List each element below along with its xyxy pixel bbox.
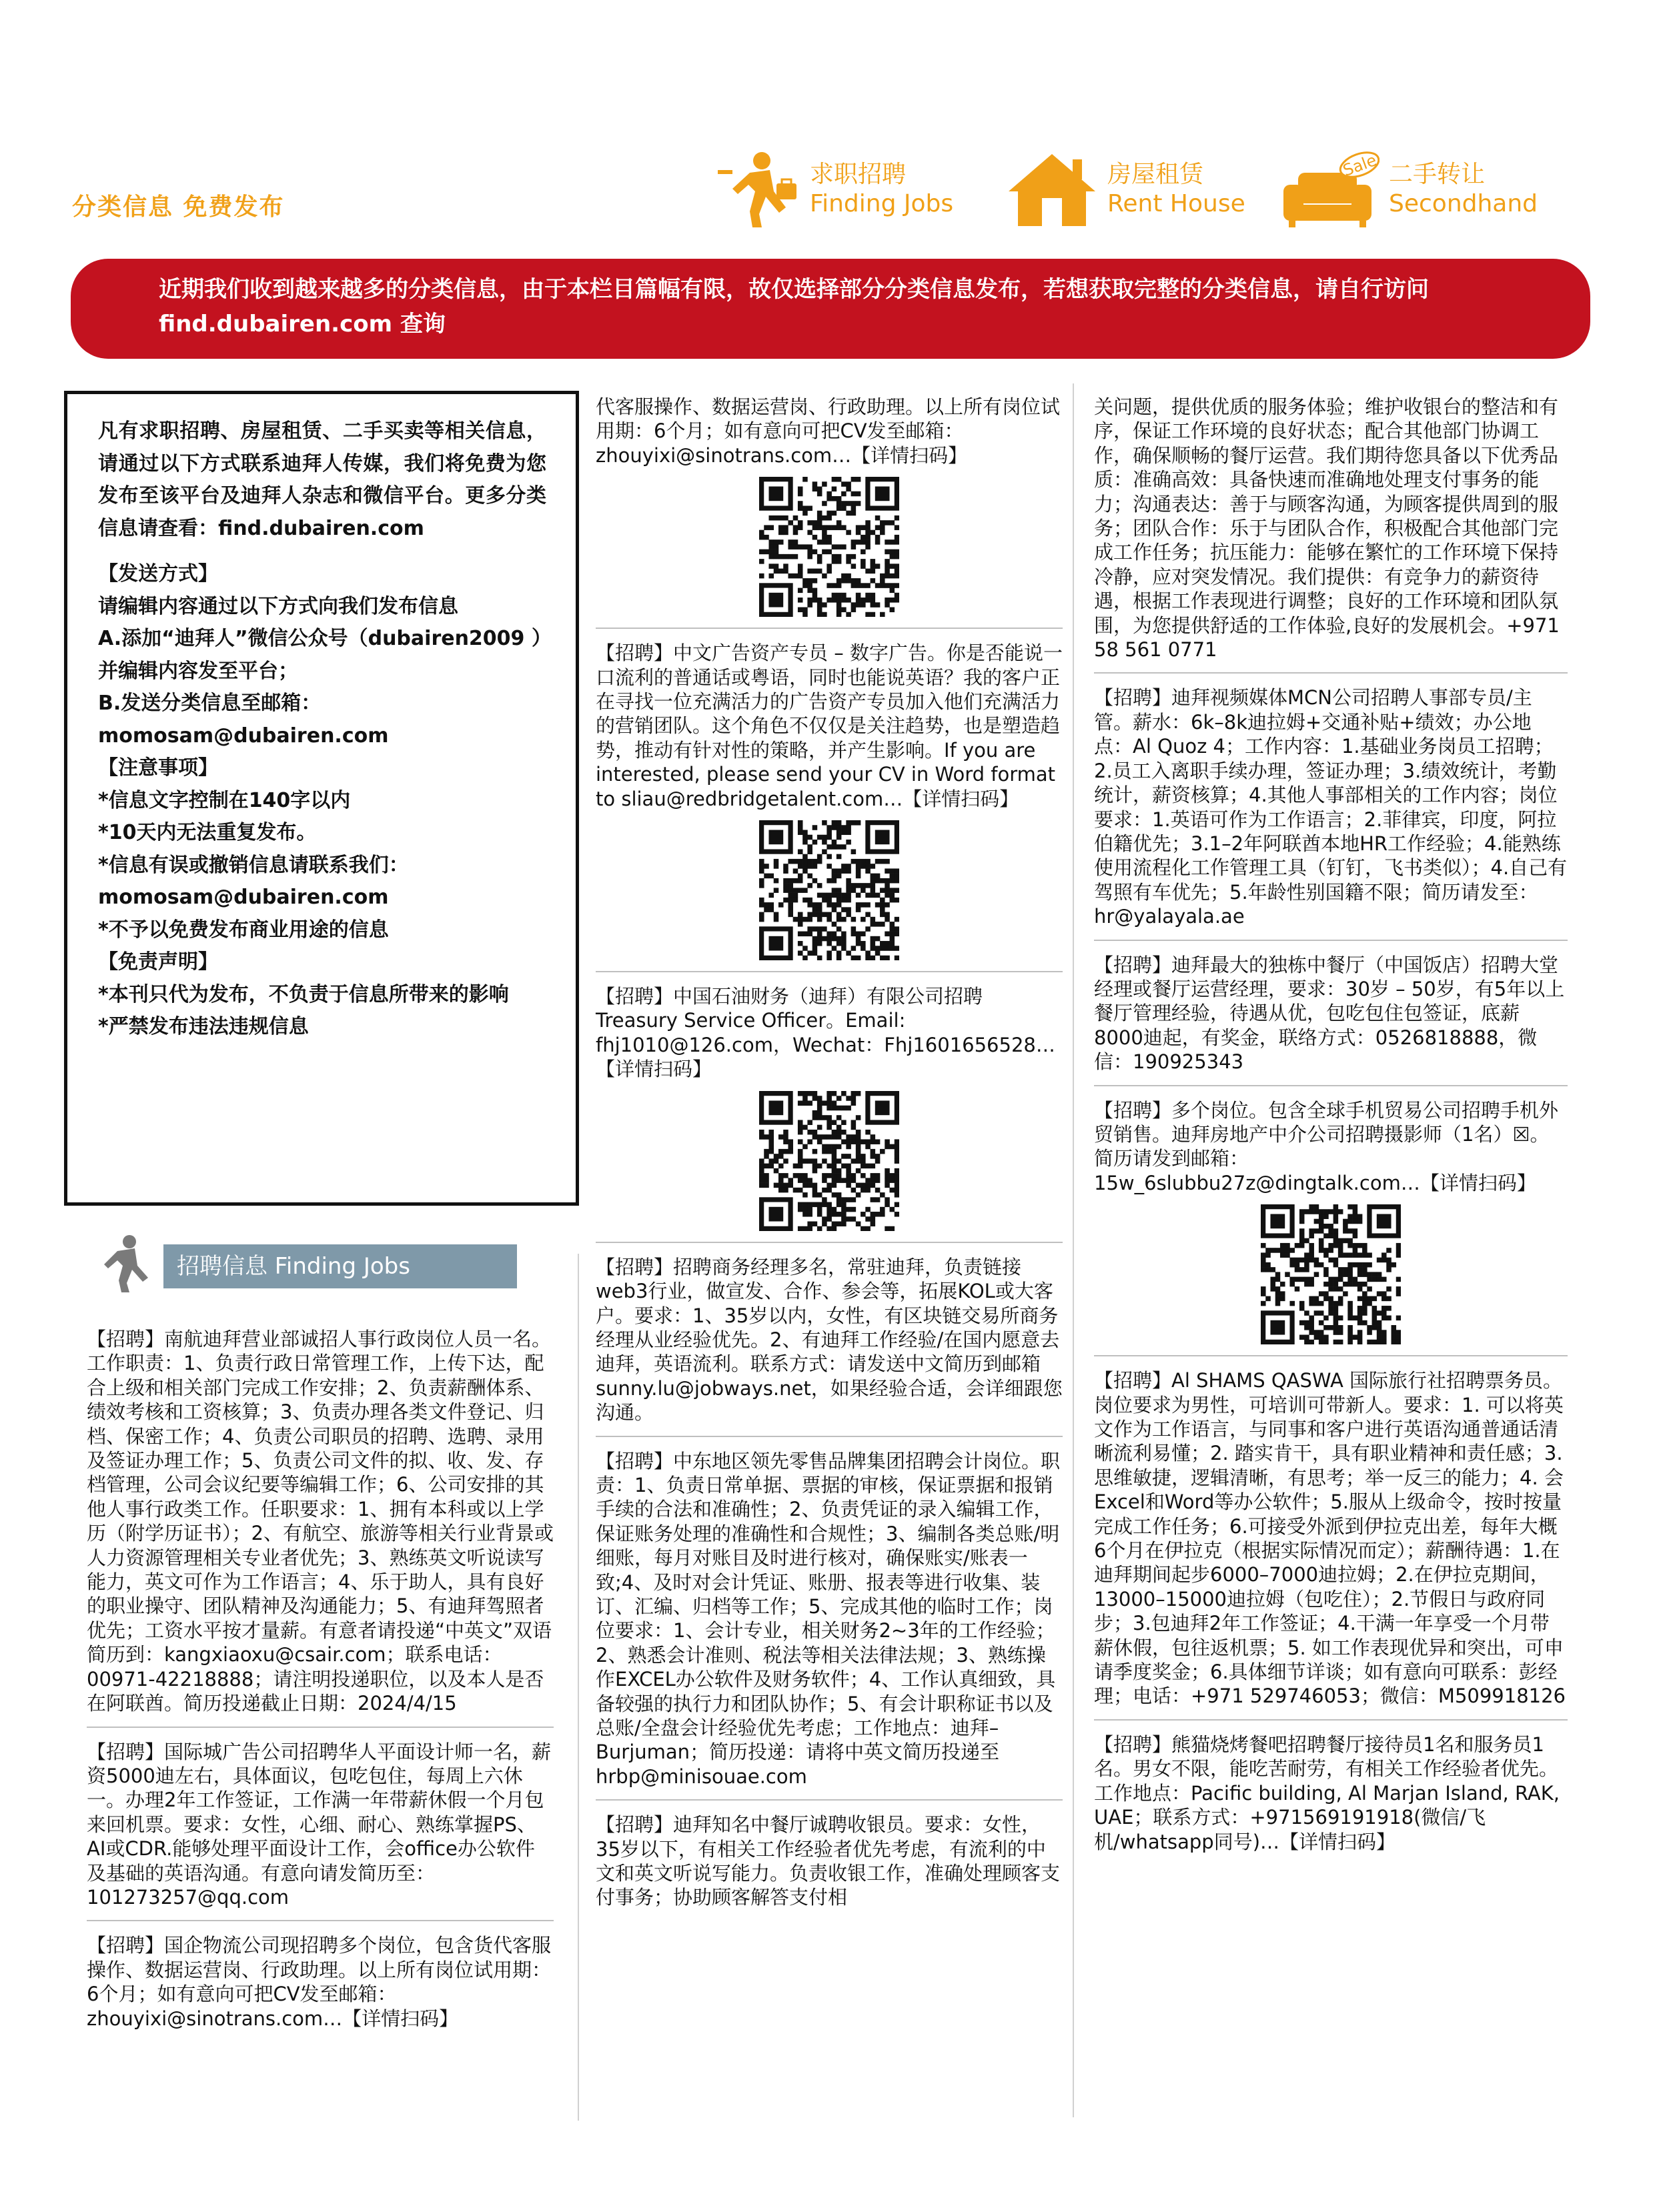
- column-2: [596, 395, 1063, 1910]
- disclaimer-body: *本刊只代为发布，不负责于信息所带来的影响 *严禁发布违法违规信息: [98, 982, 509, 1038]
- list-item: 关问题，提供优质的服务体验；维护收银台的整洁和有序，保证工作环境的良好状态；配合其他部门协调工作，确保顺畅的餐厅运营。我们期待您具备以下优秀品质：准确高效：具备快速而准确地处理支付事务的能力；沟通表达：善于与顾客沟通，为顾客提供周到的服务；团队合作：乐于与团队合作，积极配合其他部门完成工作任务；抗压能力：能够在繁忙的工作环境下保持冷静，应对突发情况。我们提供：有竞争力的薪资待遇，根据工作表现进行调整；良好的工作环境和团队氛围，为您提供舒适的工作体验,良好的发展机会。+971 58 561 0771: [1094, 395, 1560, 662]
- infobox-intro: 凡有求职招聘、房屋租赁、二手买卖等相关信息，请通过以下方式联系迪拜人传媒，我们将免费为您发布至该平台及迪拜人杂志和微信平台。更多分类信息请查看：find.dubairen.com: [98, 419, 546, 540]
- list-item: 代客服操作、数据运营岗、行政助理。以上所有岗位试用期：6个月；如有意向可把CV发至邮箱：zhouyixi@sinotrans.com…【详情扫码】: [596, 395, 1061, 467]
- notice-text: 近期我们收到越来越多的分类信息，由于本栏目篇幅有限，故仅选择部分分类信息发布，若想获取完整的分类信息，请自行访问 find.dubairen.com 查询: [159, 276, 1429, 337]
- list-item: 【招聘】迪拜视频媒体MCN公司招聘人事部专员/主管。薪水：6k–8k迪拉姆+交通补贴+绩效；办公地点：Al Quoz 4；工作内容：1.基础业务岗员工招聘；2.员工入离职手续办理，签证办理；3.绩效统计，考勤统计，薪资核算；4.其他人事部相关的工作内容；岗位要求：1.英语可作为工作语言；2.菲律宾，印度，阿拉伯籍优先；3.1–2年阿联酋本地HR工作经验；4.能熟练使用流程化工作管理工具（钉钉，飞书类似）；4.自己有驾照有车优先；5.年龄性别国籍不限；简历请发至：hr@yalayala.ae: [1094, 686, 1568, 928]
- running-man-icon: [93, 1234, 153, 1294]
- list-item: 【招聘】中文广告资产专员 – 数字广告。你是否能说一口流利的普通话或粤语，同时也能说英语？我的客户正在寻找一位充满活力的广告资产专员加入他们充满活力的营销团队。这个角色不仅仅是关注趋势，也是塑造趋势，推动有针对性的策略，并产生影响。If you are interested, please send your CV in Word format to sliau@redbridgetalent.com…【详情扫码】: [596, 642, 1063, 810]
- category-rent-en: Rent House: [1107, 190, 1245, 217]
- submission-info-box: [64, 391, 579, 1206]
- category-jobs-cn: 求职招聘: [810, 161, 907, 188]
- send-method-body: 请编辑内容通过以下方式向我们发布信息 A.添加“迪拜人”微信公众号（dubairen2009 ）并编辑内容发至平台； B.发送分类信息至邮箱：momosam@dubairen.com: [98, 594, 542, 748]
- notes-body: *信息文字控制在140字以内 *10天内无法重复发布。 *信息有误或撤销信息请联系我们：momosam@dubairen.com *不予以免费发布商业用途的信息: [98, 788, 409, 942]
- column-3: [1094, 395, 1568, 1854]
- list-item: 【招聘】熊猫烧烤餐吧招聘餐厅接待员1名和服务员1名。男女不限，能吃苦耐劳，有相关工作经验者优先。工作地点：Pacific building, Al Marjan Island, RAK, UAE；联系方式：+971569191918(微信/飞机/whatsapp同号)…【详情扫码】: [1094, 1733, 1560, 1853]
- list-item: 【招聘】迪拜最大的独栋中餐厅（中国饭店）招聘大堂经理或餐厅运营经理，要求：30岁 – 50岁，有5年以上餐厅管理经验，待遇从优，包吃包住包签证，底薪8000迪起，有奖金，联络方式：0526818888，微信：190925343: [1094, 953, 1565, 1074]
- notes-title: 【注意事项】: [98, 756, 218, 780]
- column-divider: [1073, 383, 1074, 2117]
- qr-code-icon[interactable]: [759, 477, 899, 617]
- list-item: 【招聘】中东地区领先零售品牌集团招聘会计岗位。职责：1、负责日常单据、票据的审核，保证票据和报销手续的合法和准确性；2、负责凭证的录入编辑工作，保证账务处理的准确性和合规性；3、编制各类总账/明细账，每月对账目及时进行核对，确保账实/账表一致;4、及时对会计凭证、账册、报表等进行收集、装订、汇编、归档等工作；5、完成其他的临时工作；岗位要求：1、会计专业，相关财务2~3年的工作经验；2、熟悉会计准则、税法等相关法律法规；3、熟练操作EXCEL办公软件及财务软件；4、工作认真细致，具备较强的执行力和团队协作；5、有会计职称证书以及总账/全盘会计经验优先考虑；工作地点：迪拜–Burjuman；简历投递：请将中英文简历投递至hrbp@minisouae.com: [596, 1449, 1061, 1788]
- send-method-title: 【发送方式】: [98, 562, 218, 586]
- tagline: 分类信息 免费发布: [72, 193, 285, 221]
- qr-code-icon[interactable]: [759, 820, 899, 960]
- section-title: 招聘信息 Finding Jobs: [163, 1244, 517, 1288]
- category-rent-house[interactable]: [1006, 150, 1245, 229]
- list-item: 【招聘】国企物流公司现招聘多个岗位，包含货代客服操作、数据运营岗、行政助理。以上所有岗位试用期：6个月；如有意向可把CV发至邮箱：zhouyixi@sinotrans.com…【详情扫码】: [87, 1934, 552, 2030]
- list-item: 【招聘】Al SHAMS QASWA 国际旅行社招聘票务员。岗位要求为男性，可培训可带新人。要求：1. 可以将英文作为工作语言，与同事和客户进行英语沟通普通话清晰流利易懂；2. 踏实肯干，具有职业精神和责任感；3. 思维敏捷，逻辑清晰，有思考；举一反三的能力；4. 会Excel和Word等办公软件；5.服从上级命令，按时按量完成工作任务；6.可接受外派到伊拉克出差，每年大概6个月在伊拉克（根据实际情况而定）；薪酬待遇：1.在迪拜期间起步6000–7000迪拉姆；2.在伊拉克期间，13000–15000迪拉姆（包吃住）；2.节假日与政府同步；3.包迪拜2年工作签证；4.干满一年享受一个月带薪休假，包往返机票；5. 如工作表现优异和突出，可申请季度奖金；6.具体细节详谈；如有意向可联系：彭经理；电话：+971 529746053；微信：M509918126: [1094, 1369, 1566, 1708]
- list-item: 【招聘】招聘商务经理多名，常驻迪拜，负责链接web3行业，做宣发、合作、参会等，拓展KOL或大客户。要求：1、35岁以内，女性，有区块链交易所商务经理从业经验优先。2、有迪拜工作经验/在国内愿意去迪拜，英语流利。联系方式：请发送中文简历到邮箱sunny.lu@jobways.net，如果经验合适，会详细跟您沟通。: [596, 1255, 1063, 1424]
- category-jobs-en: Finding Jobs: [810, 190, 954, 217]
- house-icon: [1006, 150, 1098, 229]
- column-divider: [578, 1254, 579, 2121]
- category-finding-jobs[interactable]: [715, 150, 953, 229]
- sofa-sale-icon: [1279, 150, 1379, 229]
- list-item: 【招聘】南航迪拜营业部诚招人事行政岗位人员一名。工作职责：1、负责行政日常管理工作，上传下达，配合上级和相关部门完成工作安排；2、负责薪酬体系、绩效考核和工资核算；3、负责办理各类文件登记、归档、保密工作；4、负责公司职员的招聘、选聘、录用及签证办理工作；5、负责公司文件的拟、收、发、存档管理，公司会议纪要等编辑工作；6、公司安排的其他人事行政类工作。任职要求：1、拥有本科或以上学历（附学历证书）；2、有航空、旅游等相关行业背景或人力资源管理相关专业者优先；3、熟练英文听说读写能力，英文可作为工作语言；4、乐于助人，具有良好的职业操守、团队精神及沟通能力；5、有迪拜驾照者优先；工资水平按才量薪。有意者请投递“中英文”双语简历到：kangxiaoxu@csair.com；联系电话：00971-42218888；请注明投递职位，以及本人是否在阿联酋。简历投递截止日期：2024/4/15: [87, 1328, 554, 1715]
- qr-code-icon[interactable]: [1261, 1204, 1401, 1344]
- list-item: 【招聘】国际城广告公司招聘华人平面设计师一名，薪资5000迪左右，具体面议，包吃包住，每周上六休一。办理2年工作签证，工作满一年带薪休假一个月包来回机票。要求：女性，心细、耐心、熟练掌握PS、AI或CDR.能够处理平面设计工作，会office办公软件及基础的英语沟通。有意向请发简历至：101273257@qq.com: [87, 1740, 552, 1909]
- category-rent-cn: 房屋租赁: [1107, 161, 1204, 188]
- list-item: 【招聘】中国石油财务（迪拜）有限公司招聘Treasury Service Officer。Email: fhj1010@126.com，Wechat：Fhj1601656528…【详情扫码】: [596, 985, 1055, 1081]
- column-1: [87, 1327, 554, 2031]
- notice-banner: [71, 259, 1590, 359]
- category-secondhand[interactable]: [1279, 150, 1538, 229]
- category-secondhand-en: Secondhand: [1389, 190, 1538, 217]
- qr-code-icon[interactable]: [759, 1091, 899, 1231]
- disclaimer-title: 【免责声明】: [98, 950, 218, 974]
- category-secondhand-cn: 二手转让: [1389, 161, 1486, 188]
- list-item: 【招聘】迪拜知名中餐厅诚聘收银员。要求：女性，35岁以下，有相关工作经验者优先考虑，有流利的中文和英文听说写能力。负责收银工作，准确处理顾客支付事务；协助顾客解答支付相: [596, 1813, 1061, 1909]
- list-item: 【招聘】多个岗位。包含全球手机贸易公司招聘手机外贸销售。迪拜房地产中介公司招聘摄影师（1名）☒。简历请发到邮箱：15w_6slubbu27z@dingtalk.com…【详情扫码】: [1094, 1098, 1559, 1194]
- sale-badge: Sale: [1340, 150, 1379, 180]
- running-man-briefcase-icon: [715, 150, 800, 229]
